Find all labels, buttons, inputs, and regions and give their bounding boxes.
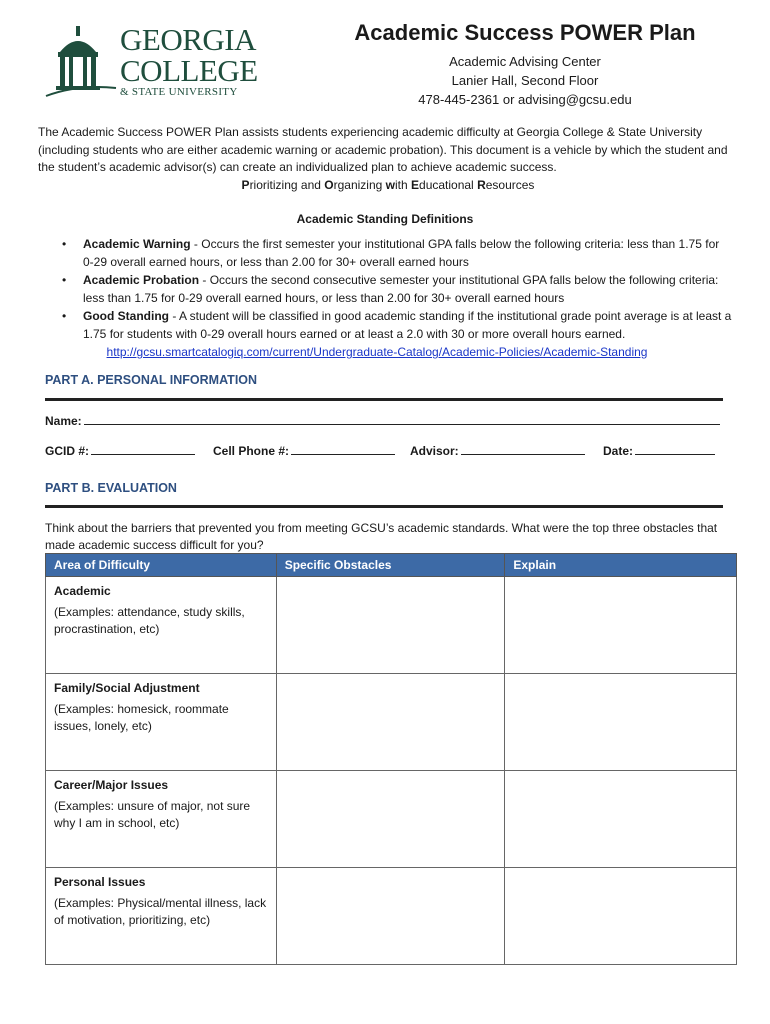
page-title: Academic Success POWER Plan — [354, 20, 696, 45]
acronym-cap: R — [477, 177, 486, 192]
obstacles-input-cell[interactable] — [276, 577, 505, 674]
obstacles-input-cell[interactable] — [276, 674, 505, 771]
table-row — [46, 577, 737, 674]
acronym-rest: rioritizing and — [249, 177, 325, 192]
area-title: Career/Major Issues — [54, 778, 169, 792]
cell-phone-label: Cell Phone #: — [213, 444, 290, 458]
university-logo — [38, 22, 268, 102]
explain-input-cell[interactable] — [505, 577, 737, 674]
name-field[interactable] — [45, 412, 720, 428]
area-cell — [46, 674, 277, 771]
table-row — [46, 868, 737, 965]
date-blank[interactable] — [635, 442, 715, 455]
header-area-of-difficulty: Area of Difficulty — [46, 554, 277, 577]
area-cell — [46, 771, 277, 868]
bullet: • — [62, 273, 67, 287]
definition-term: Academic Probation — [83, 273, 200, 287]
gcid-field[interactable] — [45, 442, 195, 458]
logo-line-2: COLLEGE — [120, 53, 258, 88]
evaluation-question: Think about the barriers that prevented you from meeting GCSU’s academic standards. What were the top three obstacles that made academic success difficult for you? — [45, 521, 718, 552]
area-title: Academic — [54, 584, 111, 598]
advising-center: Academic Advising Center — [449, 54, 601, 69]
part-b-divider — [45, 505, 723, 508]
definition-term: Good Standing — [83, 309, 169, 323]
advisor-label: Advisor: — [410, 444, 459, 458]
definition-item — [62, 272, 732, 307]
part-a-divider — [45, 398, 723, 401]
power-acronym — [38, 177, 738, 195]
academic-standing-link[interactable]: http://gcsu.smartcatalogiq.com/current/Undergraduate-Catalog/Academic-Policies/Academic-Standing — [106, 345, 648, 359]
header-specific-obstacles: Specific Obstacles — [276, 554, 505, 577]
definition-term: Academic Warning — [83, 237, 191, 251]
acronym-rest: esources — [485, 177, 535, 192]
gcid-label: GCID #: — [45, 444, 90, 458]
contact-info: 478-445-2361 or advising@gcsu.edu — [418, 92, 632, 107]
obstacles-input-cell[interactable] — [276, 868, 505, 965]
definition-text: - Occurs the second consecutive semester your institutional GPA falls below the following criteria: less than 1.75 for 0-29 overall earned hours, or less than 2.00 for 30+ overall earned hours — [83, 273, 719, 305]
area-cell — [46, 868, 277, 965]
area-title: Personal Issues — [54, 875, 146, 889]
advisor-blank[interactable] — [461, 442, 585, 455]
cell-phone-blank[interactable] — [291, 442, 395, 455]
area-title: Family/Social Adjustment — [54, 681, 200, 695]
date-label: Date: — [603, 444, 634, 458]
acronym-cap: w — [385, 177, 395, 192]
explain-input-cell[interactable] — [505, 771, 737, 868]
logo-line-3: & STATE UNIVERSITY — [120, 86, 238, 98]
intro-paragraph: The Academic Success POWER Plan assists students experiencing academic difficulty at Georgia College & State University (including students who are either academic warning or academic probation). This document is a vehicle by which the student and the student’s academic advisor(s) can create an individualized plan to achieve academic success. — [38, 125, 728, 174]
obstacles-input-cell[interactable] — [276, 771, 505, 868]
area-examples: (Examples: attendance, study skills, procrastination, etc) — [54, 604, 245, 636]
area-examples: (Examples: Physical/mental illness, lack of motivation, prioritizing, etc) — [54, 895, 267, 927]
gazebo-logo-icon — [38, 22, 118, 102]
definitions-list — [62, 236, 732, 362]
date-field[interactable] — [603, 442, 715, 458]
gcid-blank[interactable] — [91, 442, 195, 455]
part-a-title: PART A. PERSONAL INFORMATION — [45, 373, 258, 387]
area-examples: (Examples: homesick, roommate issues, lonely, etc) — [54, 701, 229, 733]
part-b-title: PART B. EVALUATION — [45, 481, 177, 495]
acronym-rest: ith — [394, 177, 411, 192]
definition-text: - A student will be classified in good academic standing if the institutional grade point average is at least a 1.75 for students with 0-29 overall hours earned or at least a 2.0 with 30 or more overall hours earned. — [83, 309, 732, 341]
acronym-cap: P — [241, 177, 250, 192]
office-location: Lanier Hall, Second Floor — [451, 73, 599, 88]
explain-input-cell[interactable] — [505, 868, 737, 965]
cell-phone-field[interactable] — [213, 442, 395, 458]
definition-text: - Occurs the first semester your institutional GPA falls below the following criteria: less than 1.75 for 0-29 overall earned hours, or less than 2.00 for 30+ overall earned hours — [83, 237, 720, 269]
page-header — [330, 20, 720, 109]
table-header-row — [46, 554, 737, 577]
acronym-cap: O — [324, 177, 334, 192]
evaluation-table — [45, 553, 737, 965]
table-row — [46, 674, 737, 771]
table-row — [46, 771, 737, 868]
name-label: Name: — [45, 414, 82, 428]
acronym-rest: ducational — [419, 177, 478, 192]
intro-section — [38, 124, 738, 194]
definition-item — [62, 308, 732, 343]
bullet: • — [62, 237, 67, 251]
area-examples: (Examples: unsure of major, not sure why I am in school, etc) — [54, 798, 251, 830]
advisor-field[interactable] — [410, 442, 585, 458]
area-cell — [46, 577, 277, 674]
definition-item — [62, 236, 732, 271]
acronym-rest: rganizing — [333, 177, 386, 192]
explain-input-cell[interactable] — [505, 674, 737, 771]
acronym-cap: E — [411, 177, 420, 192]
logo-line-1: GEORGIA — [120, 22, 256, 57]
header-explain: Explain — [505, 554, 737, 577]
bullet: • — [62, 309, 67, 323]
name-blank[interactable] — [84, 412, 720, 425]
definitions-title: Academic Standing Definitions — [296, 212, 474, 226]
